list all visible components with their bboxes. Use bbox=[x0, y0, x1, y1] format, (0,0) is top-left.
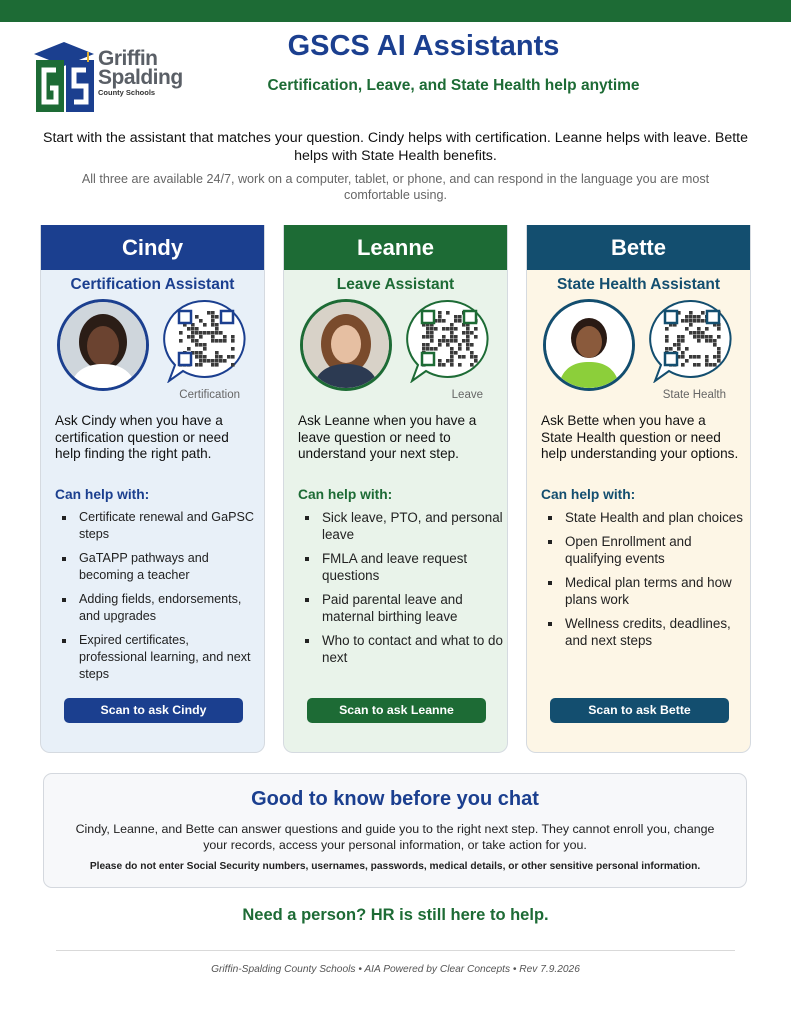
qr-label: Certification bbox=[179, 389, 240, 401]
assistant-photo bbox=[543, 299, 635, 391]
privacy-warning: Please do not enter Social Security numbers, usernames, passwords, medical details, or other sensitive personal information. bbox=[89, 861, 701, 872]
card-header: Cindy bbox=[41, 225, 264, 270]
help-list bbox=[541, 509, 746, 656]
list-item: Medical plan terms and how plans work bbox=[541, 574, 746, 608]
card-description: Ask Cindy when you have a certification question or need help finding the right path. bbox=[55, 413, 229, 461]
card-role: Certification Assistant bbox=[70, 276, 235, 293]
scan-bette-button[interactable]: Scan to ask Bette bbox=[550, 698, 729, 723]
help-list bbox=[298, 509, 503, 673]
card-role: State Health Assistant bbox=[556, 276, 721, 293]
qr-code-icon bbox=[163, 299, 247, 383]
list-item: Certificate renewal and GaPSC steps bbox=[55, 509, 260, 543]
card-role: Leave Assistant bbox=[336, 276, 455, 293]
assistant-card-cindy bbox=[40, 225, 265, 753]
qr-label: Leave bbox=[451, 389, 483, 401]
can-help-heading: Can help with: bbox=[541, 487, 636, 502]
list-item: State Health and plan choices bbox=[541, 509, 746, 526]
intro-text: Start with the assistant that matches your question. Cindy helps with certification. Leanne helps with leave. Bette helps with State Health benefits. bbox=[42, 130, 749, 164]
availability-note: All three are available 24/7, work on a computer, tablet, or phone, and can respond in the language you are most comfortable using. bbox=[81, 172, 710, 202]
card-description: Ask Leanne when you have a leave question or need to understand your next step. bbox=[298, 413, 477, 461]
good-to-know-text: Cindy, Leanne, and Bette can answer questions and guide you to the right next step. They cannot enroll you, change your records, access your personal information, or take action for you. bbox=[75, 822, 715, 852]
assistant-photo bbox=[57, 299, 149, 391]
card-header: Leanne bbox=[284, 225, 507, 270]
list-item: Adding fields, endorsements, and upgrades bbox=[55, 591, 260, 625]
list-item: Paid parental leave and maternal birthing leave bbox=[298, 591, 503, 625]
hr-help-line: Need a person? HR is still here to help. bbox=[242, 906, 549, 924]
scan-leanne-button[interactable]: Scan to ask Leanne bbox=[307, 698, 486, 723]
logo-wordmark: Griffin Spalding County Schools bbox=[98, 47, 183, 97]
can-help-heading: Can help with: bbox=[298, 487, 393, 502]
assistant-card-bette bbox=[526, 225, 751, 753]
footer-text: Griffin-Spalding County Schools • AIA Powered by Clear Concepts • Rev 7.9.2026 bbox=[211, 964, 580, 975]
scan-cindy-button[interactable]: Scan to ask Cindy bbox=[64, 698, 243, 723]
help-list bbox=[55, 509, 260, 690]
list-item: GaTAPP pathways and becoming a teacher bbox=[55, 550, 260, 584]
list-item: Expired certificates, professional learning, and next steps bbox=[55, 632, 260, 683]
card-description: Ask Bette when you have a State Health question or need help understanding your options. bbox=[541, 413, 739, 461]
card-header: Bette bbox=[527, 225, 750, 270]
good-to-know-title: Good to know before you chat bbox=[251, 788, 539, 810]
qr-code-icon bbox=[649, 299, 733, 383]
list-item: Sick leave, PTO, and personal leave bbox=[298, 509, 503, 543]
list-item: Who to contact and what to do next bbox=[298, 632, 503, 666]
top-accent-bar bbox=[0, 0, 791, 22]
assistant-photo bbox=[300, 299, 392, 391]
qr-code-icon bbox=[406, 299, 490, 383]
list-item: FMLA and leave request questions bbox=[298, 550, 503, 584]
page-subtitle: Certification, Leave, and State Health help anytime bbox=[267, 77, 640, 94]
qr-label: State Health bbox=[662, 389, 726, 401]
list-item: Wellness credits, deadlines, and next steps bbox=[541, 615, 746, 649]
page-title: GSCS AI Assistants bbox=[287, 30, 560, 62]
footer-divider bbox=[56, 950, 735, 951]
good-to-know-panel bbox=[43, 773, 747, 888]
list-item: Open Enrollment and qualifying events bbox=[541, 533, 746, 567]
can-help-heading: Can help with: bbox=[55, 487, 150, 502]
assistant-card-leanne bbox=[283, 225, 508, 753]
